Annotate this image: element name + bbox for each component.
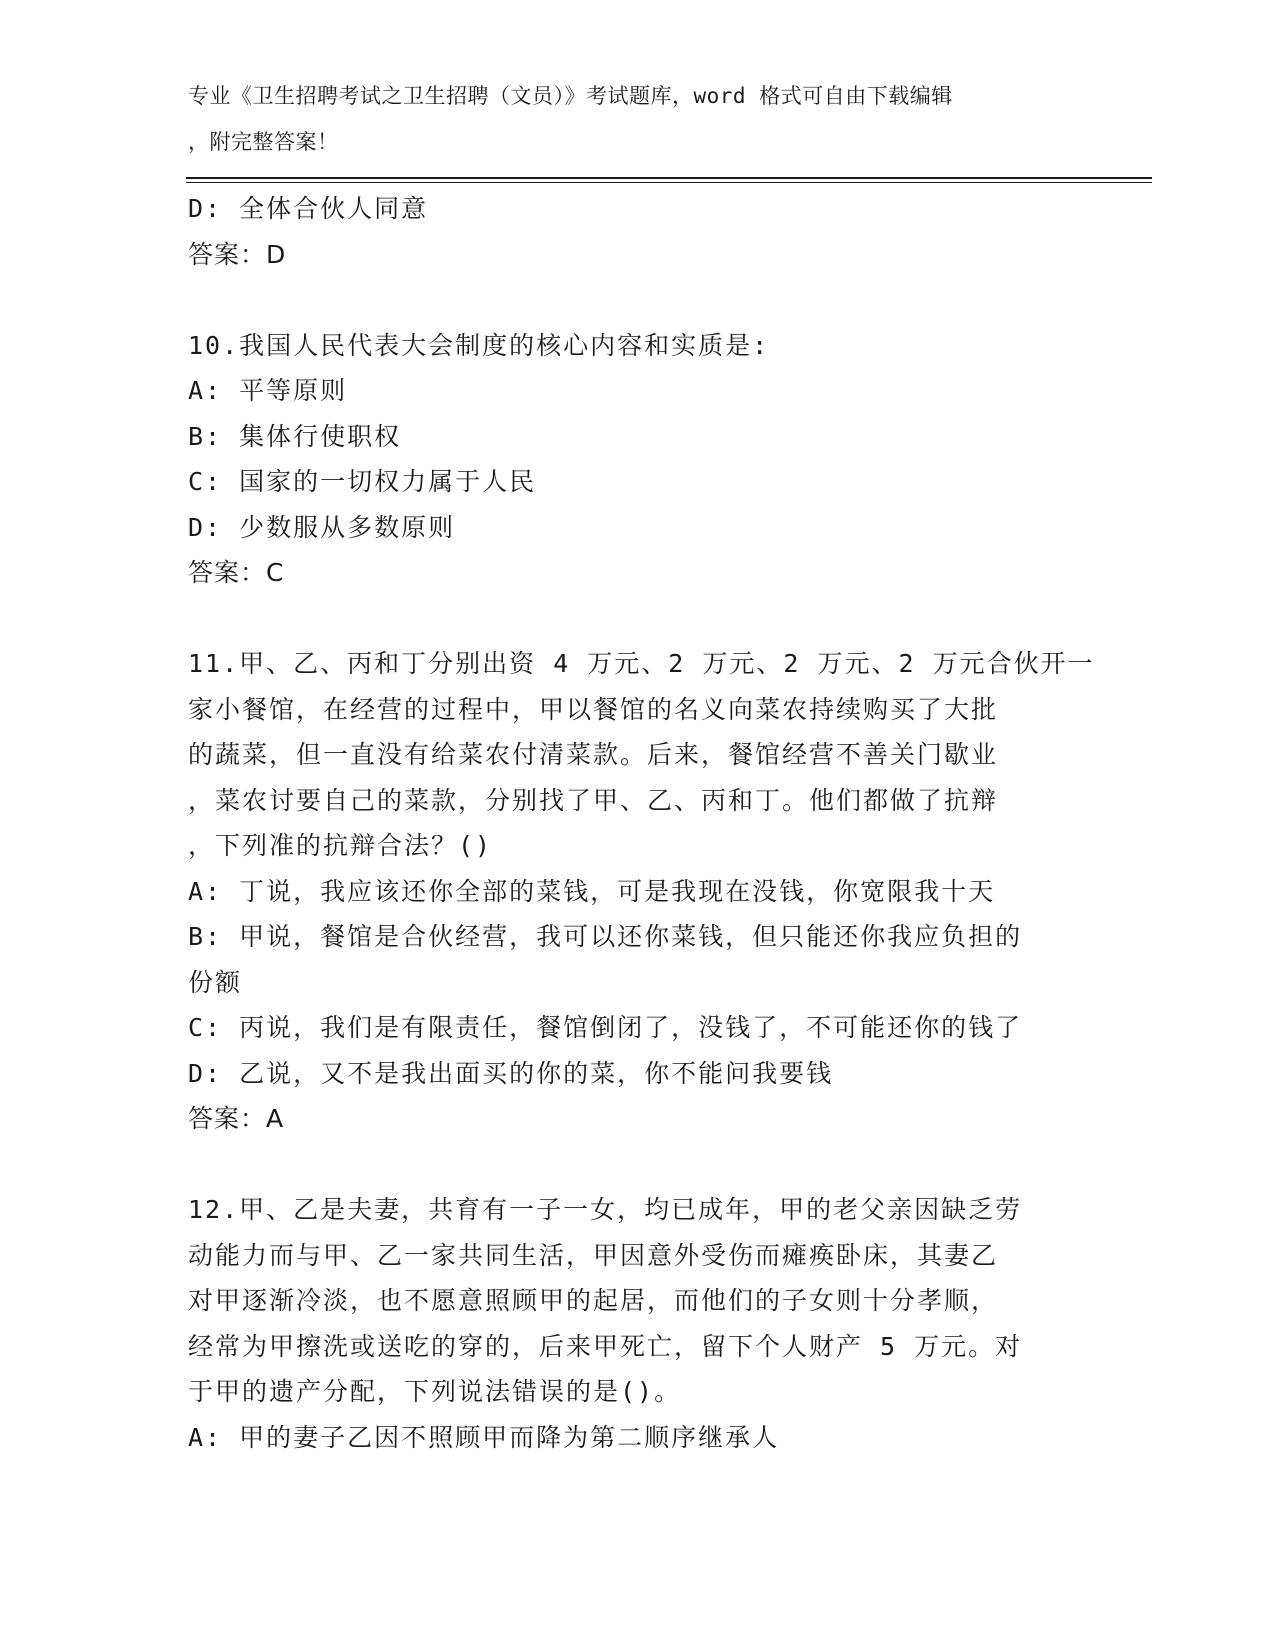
header-line-1: 专业《卫生招聘考试之卫生招聘（文员）》考试题库，word 格式可自由下载编辑 <box>188 84 953 108</box>
spacer <box>188 1142 1088 1188</box>
question-11 <box>188 641 1095 1142</box>
question-stem-line: 的蔬菜，但一直没有给菜农付清菜款。后来，餐馆经营不善关门歇业 <box>188 740 999 769</box>
option-b: B: 甲说，餐馆是合伙经营，我可以还你菜钱，但只能还你我应负担的 <box>188 922 1023 951</box>
question-content <box>188 186 1095 1460</box>
answer-line: 答案：D <box>188 239 287 269</box>
question-9-tail <box>188 186 1088 277</box>
option-a: A: 丁说，我应该还你全部的菜钱，可是我现在没钱，你宽限我十天 <box>188 876 996 906</box>
question-stem-line: 11.甲、乙、丙和丁分别出资 4 万元、2 万元、2 万元、2 万元合伙开一 <box>188 649 1095 678</box>
question-stem-line: 经常为甲擦洗或送吃的穿的，后来甲死亡，留下个人财产 5 万元。对 <box>188 1331 1023 1361</box>
question-stem-line: ，下列准的抗辩合法？() <box>188 831 493 860</box>
option-a: A: 甲的妻子乙因不照顾甲而降为第二顺序继承人 <box>188 1422 780 1452</box>
spacer <box>188 277 1088 323</box>
question-stem-line: ，菜农讨要自己的菜款，分别找了甲、乙、丙和丁。他们都做了抗辩 <box>188 785 999 815</box>
header-line-2: ，附完整答案！ <box>188 129 339 154</box>
header-rule-thin <box>186 182 1152 183</box>
spacer <box>188 596 1088 642</box>
option-b: B: 集体行使职权 <box>188 421 402 451</box>
question-stem-line: 于甲的遗产分配，下列说法错误的是()。 <box>188 1377 682 1406</box>
question-stem-line: 对甲逐渐冷淡，也不愿意照顾甲的起居，而他们的子女则十分孝顺， <box>188 1286 999 1315</box>
option-b-continued: 份额 <box>188 967 243 997</box>
question-10 <box>188 323 1088 596</box>
question-stem-line: 动能力而与甲、乙一家共同生活，甲因意外受伤而瘫痪卧床，其妻乙 <box>188 1240 999 1270</box>
option-d: D: 少数服从多数原则 <box>188 512 456 542</box>
option-c: C: 国家的一切权力属于人民 <box>188 467 537 496</box>
document-header <box>188 74 1068 165</box>
question-stem-line: 家小餐馆，在经营的过程中，甲以餐馆的名义向菜农持续购买了大批 <box>188 694 999 724</box>
option-d: D: 乙说，又不是我出面买的你的菜，你不能问我要钱 <box>188 1058 834 1088</box>
question-stem-line: 10.我国人民代表大会制度的核心内容和实质是: <box>188 330 770 360</box>
option-d: D: 全体合伙人同意 <box>188 194 429 223</box>
option-a: A: 平等原则 <box>188 376 348 405</box>
option-c: C: 丙说，我们是有限责任，餐馆倒闭了，没钱了，不可能还你的钱了 <box>188 1013 1023 1042</box>
answer-line: 答案：A <box>188 1104 285 1133</box>
question-12 <box>188 1187 1088 1460</box>
header-rule-thick <box>186 177 1152 179</box>
question-stem-line: 12.甲、乙是夫妻，共育有一子一女，均已成年，甲的老父亲因缺乏劳 <box>188 1195 1023 1224</box>
answer-line: 答案：C <box>188 558 285 587</box>
